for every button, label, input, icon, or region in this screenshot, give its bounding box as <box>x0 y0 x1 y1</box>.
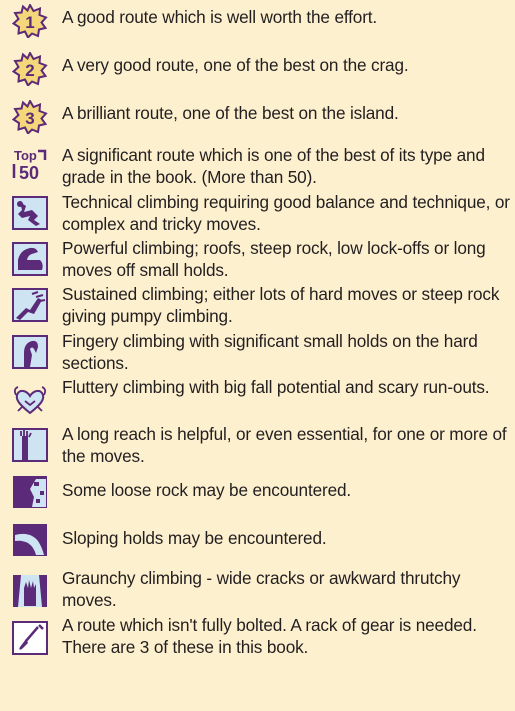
star-number: 2 <box>25 61 35 80</box>
legend-item-text: A good route which is well worth the effort. <box>62 7 378 27</box>
legend-item-text: Sloping holds may be encountered. <box>62 528 327 548</box>
legend-item-text: A significant route which is one of the best of its type and grade in the book. (More than 50). <box>62 145 485 187</box>
legend-item-text: Some loose rock may be encountered. <box>62 480 352 500</box>
legend-item-text: A very good route, one of the best on the crag. <box>62 55 409 75</box>
two-star-icon <box>12 52 48 86</box>
legend-item-text: A brilliant route, one of the best on the island. <box>62 103 399 123</box>
one-star-icon <box>12 4 48 38</box>
legend-item-text: Powerful climbing; roofs, steep rock, low lock-offs or long moves off small holds. <box>62 238 486 280</box>
technical-icon <box>12 196 48 230</box>
top-50-icon <box>12 147 48 181</box>
top-label: Top <box>14 148 37 163</box>
graunchy-icon <box>12 574 48 608</box>
fingery-icon <box>12 335 48 369</box>
three-star-icon <box>12 100 48 134</box>
legend-item-text: A route which isn't fully bolted. A rack of gear is needed. There are 3 of these in this book. <box>62 615 477 657</box>
long-reach-icon <box>12 428 48 462</box>
sustained-icon <box>12 288 48 322</box>
top-number: 50 <box>19 163 40 181</box>
legend-item-text: Technical climbing requiring good balance and technique, or complex and tricky moves. <box>62 192 510 234</box>
powerful-icon <box>12 242 48 276</box>
legend-item-text: Fluttery climbing with big fall potential and scary run-outs. <box>62 377 490 397</box>
sloping-holds-icon <box>12 523 48 557</box>
gear-icon <box>12 621 48 655</box>
legend-item-text: Sustained climbing; either lots of hard moves or steep rock giving pumpy climbing. <box>62 284 500 326</box>
legend-item-text: Fingery climbing with significant small holds on the hard sections. <box>62 331 478 373</box>
star-number: 3 <box>25 109 35 128</box>
legend-item-text: Graunchy climbing - wide cracks or awkward thrutchy moves. <box>62 568 461 610</box>
loose-rock-icon <box>12 475 48 509</box>
legend-item-text: A long reach is helpful, or even essential, for one or more of the moves. <box>62 424 507 466</box>
star-number: 1 <box>25 13 35 32</box>
fluttery-icon <box>12 383 48 417</box>
